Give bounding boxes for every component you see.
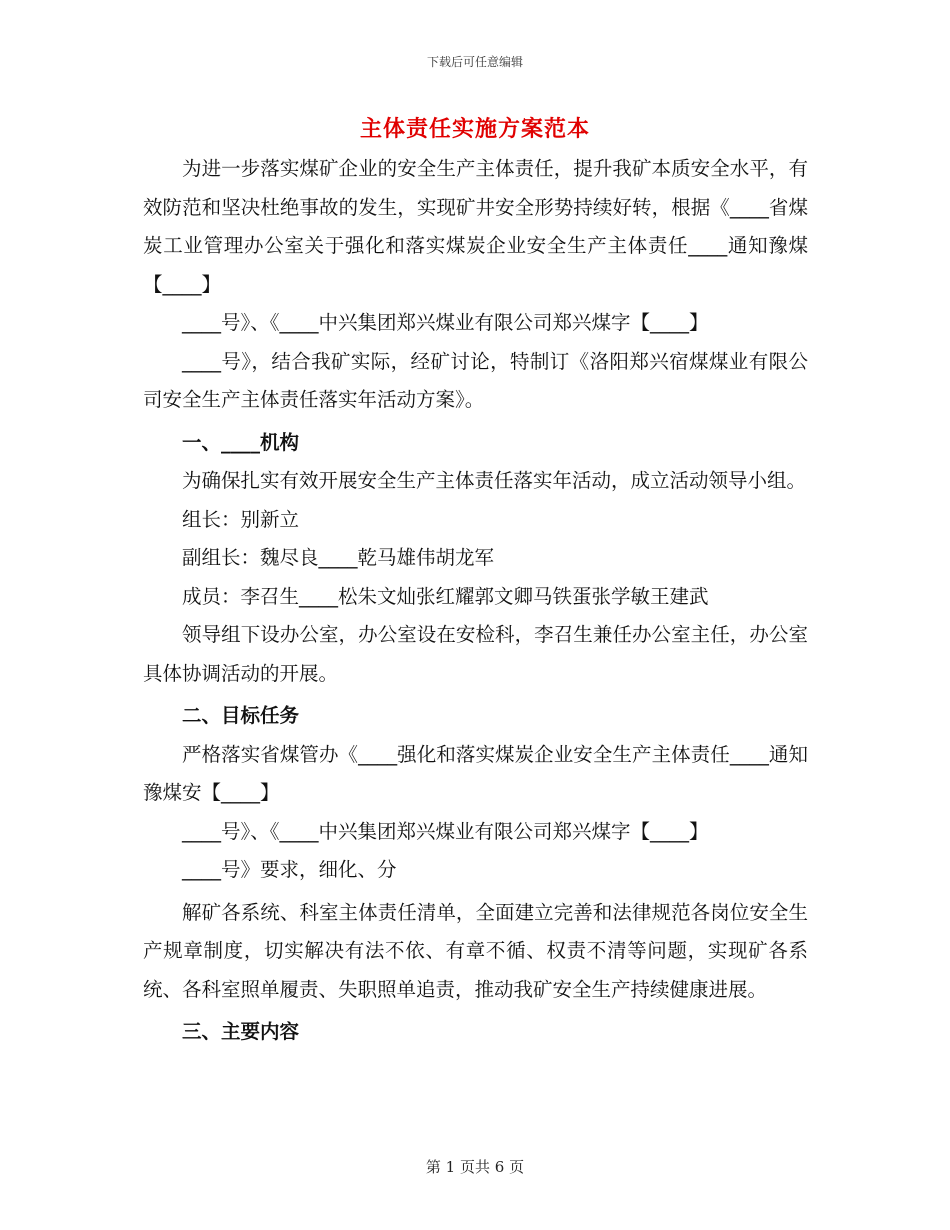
- paragraph-deputy-leader: 副组长：魏尽良____乾马雄伟胡龙军: [182, 546, 495, 569]
- paragraph-objectives-2: ____号》、《____中兴集团郑兴煤业有限公司郑兴煤字【____】: [182, 819, 709, 843]
- paragraph-reference-2: ____号》，结合我矿实际，经矿讨论，特制订《洛阳郑兴宿煤煤业有限公司安全生产主体责任落实年活动方案》。: [143, 349, 808, 411]
- paragraph-intro: 为进一步落实煤矿企业的安全生产主体责任，提升我矿本质安全水平，有效防范和坚决杜绝事故的发生，实现矿井安全形势持续好转，根据《____省煤炭工业管理办公室关于强化和落实煤炭企业安全生产主体责任____通知豫煤【____】: [143, 157, 808, 296]
- section-heading-objectives: 二、目标任务: [182, 704, 300, 727]
- paragraph-objectives-3: ____号》要求，细化、分: [182, 858, 397, 881]
- page-footer: 第 1 页共 6 页: [425, 1158, 525, 1176]
- header-note: 下载后可任意编辑: [426, 55, 523, 69]
- paragraph-members: 成员：李召生____松朱文灿张红耀郭文卿马铁蛋张学敏王建武: [182, 584, 709, 608]
- paragraph-reference-1: ____号》、《____中兴集团郑兴煤业有限公司郑兴煤字【____】: [182, 311, 709, 334]
- document-title: 主体责任实施方案范本: [359, 117, 590, 142]
- section-heading-main-content: 三、主要内容: [182, 1020, 300, 1043]
- paragraph-leadership-group: 为确保扎实有效开展安全生产主体责任落实年活动，成立活动领导小组。: [182, 469, 807, 492]
- paragraph-office: 领导组下设办公室，办公室设在安检科，李召生兼任办公室主任，办公室具体协调活动的开展。: [143, 623, 808, 685]
- section-heading-organization: 一、____机构: [182, 430, 300, 454]
- paragraph-group-leader: 组长：别新立: [182, 507, 300, 531]
- document-body: [143, 150, 808, 1052]
- paragraph-objectives-1: 严格落实省煤管办《____强化和落实煤炭企业安全生产主体责任____通知豫煤安【____】: [143, 742, 808, 804]
- paragraph-objectives-4: 解矿各系统、科室主体责任清单，全面建立完善和法律规范各岗位安全生产规章制度，切实解决有法不依、有章不循、权责不清等问题，实现矿各系统、各科室照单履责、失职照单追责，推动我矿安全生产持续健康进展。: [143, 900, 808, 1001]
